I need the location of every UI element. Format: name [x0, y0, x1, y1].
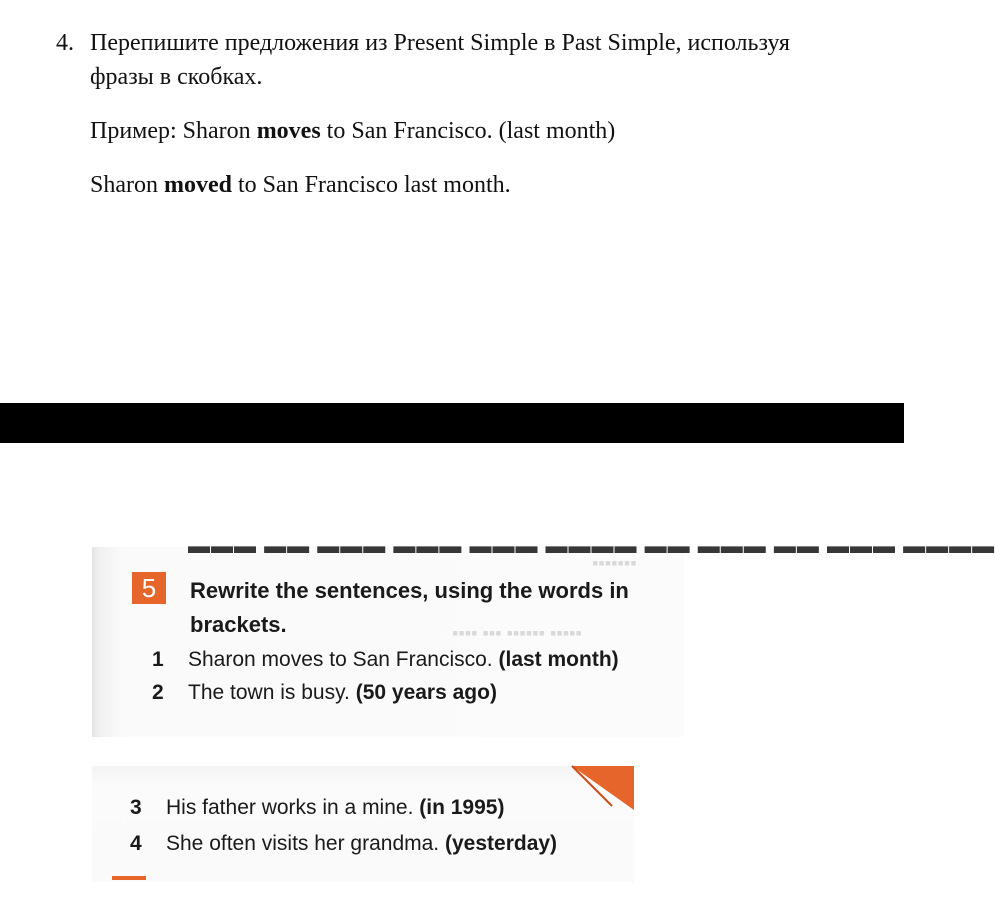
example-sentence [90, 116, 615, 146]
item-text [188, 648, 619, 672]
redaction-bar [0, 403, 904, 443]
item-number: 3 [130, 796, 142, 819]
instruction-line-2: фразы в скобках. [90, 64, 263, 90]
item-bracket: (in 1995) [419, 796, 505, 819]
item-text [188, 681, 497, 705]
instruction-line-1: Перепишите предложения из Present Simple в Past Simple, используя [90, 30, 790, 56]
example-answer [90, 170, 511, 200]
item-number: 2 [152, 681, 164, 704]
bleed-through-text: ▪▪▪▪▪▪▪ [592, 553, 637, 573]
example-prefix: Пример: Sharon [90, 118, 257, 144]
task-number: 4. [56, 30, 74, 56]
exercise-heading: Rewrite the sentences, using the words in brackets. [190, 578, 629, 637]
item-bracket: (50 years ago) [355, 681, 497, 704]
item-text [166, 832, 557, 856]
item-sentence: His father works in a mine. [166, 796, 414, 819]
example-verb: moves [256, 118, 321, 144]
item-number: 1 [152, 648, 164, 671]
cut-off-text-strip: ▬▬▬ ▬▬ ▬▬▬ ▬▬▬ ▬▬▬ ▬▬▬▬ ▬▬ ▬▬▬ ▬▬ ▬▬▬ ▬▬▬▬ [188, 533, 995, 558]
example-suffix: to San Francisco. (last month) [320, 118, 616, 144]
bleed-through-text: ▪▪▪▪ ▪▪▪ ▪▪▪▪▪▪ ▪▪▪▪▪ [452, 623, 582, 643]
item-bracket: (yesterday) [445, 832, 558, 855]
item-sentence: Sharon moves to San Francisco. [188, 648, 493, 671]
item-sentence: The town is busy. [188, 681, 350, 704]
answer-suffix: to San Francisco last month. [232, 172, 511, 198]
item-bracket: (last month) [498, 648, 619, 671]
item-text [166, 796, 504, 820]
answer-prefix: Sharon [90, 172, 164, 198]
orange-stripe-decoration [112, 876, 146, 880]
answer-verb: moved [164, 172, 232, 198]
orange-corner-decoration [572, 766, 634, 810]
scan-fragment-top [92, 533, 995, 737]
scan-fragment-bottom [92, 766, 634, 882]
item-number: 4 [130, 832, 142, 855]
item-sentence: She often visits her grandma. [166, 832, 440, 855]
exercise-number-badge: 5 [132, 572, 166, 604]
